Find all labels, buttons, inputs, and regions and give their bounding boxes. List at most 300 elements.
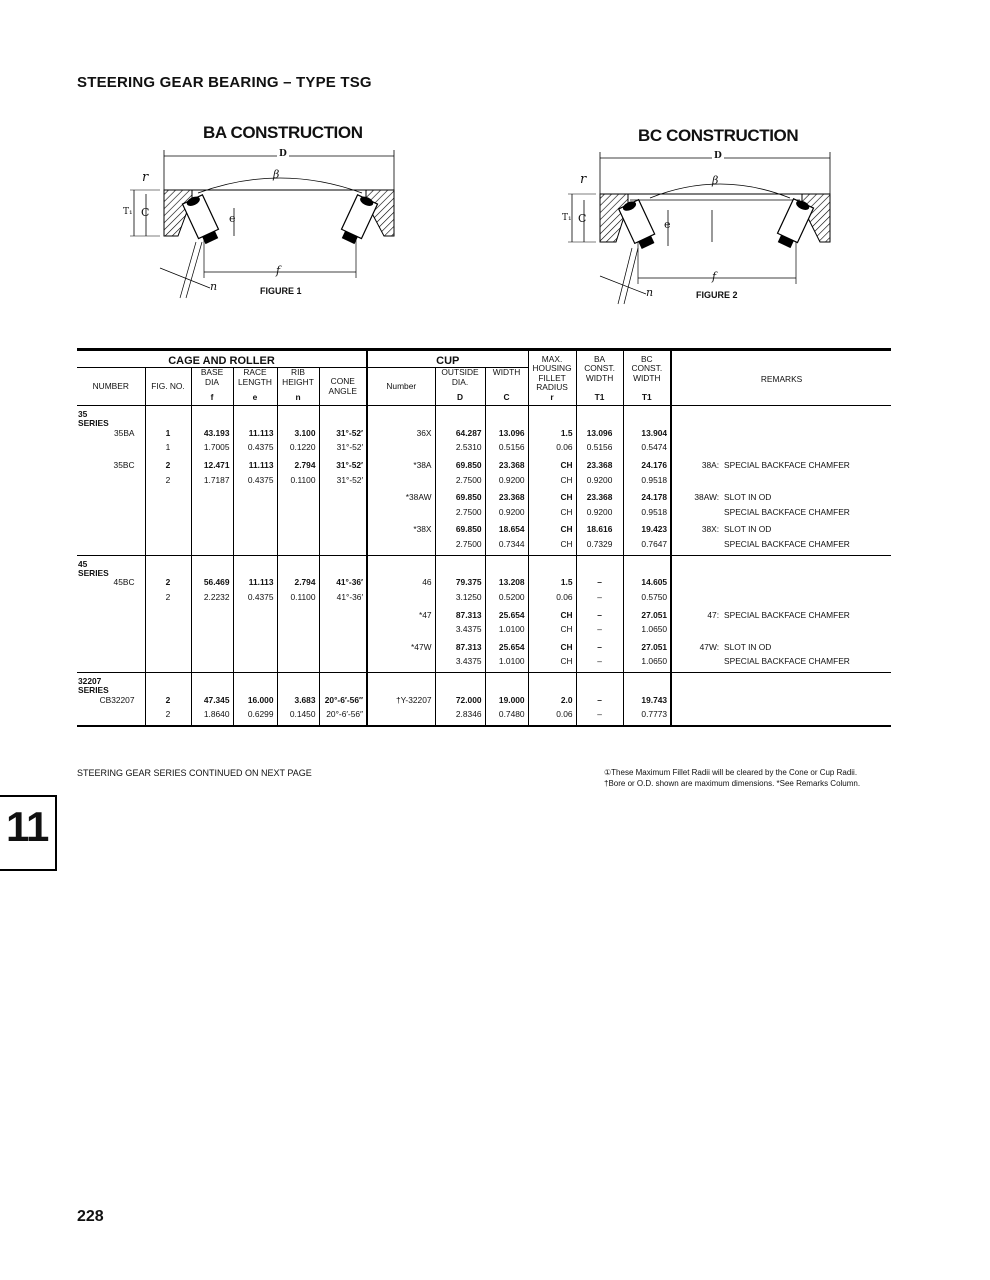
cell-C: 13.208	[485, 578, 528, 593]
empty-cell	[671, 672, 891, 695]
cell-bc: 19.743	[623, 696, 671, 711]
cell-num	[77, 657, 145, 672]
cell-cup	[367, 476, 435, 491]
empty-cell	[623, 406, 671, 429]
cell-num: 45BC	[113, 577, 135, 588]
cell-cup	[367, 625, 435, 640]
cell-remarks	[671, 522, 891, 540]
cell-ba: –	[576, 710, 623, 726]
cell-r: CH	[528, 608, 576, 626]
cell-ang	[319, 608, 367, 626]
footer-note-fillet: ①These Maximum Fillet Radii will be cleared by the Cone or Cup Radii.	[604, 768, 858, 777]
cell-r: CH	[528, 540, 576, 555]
cell-r: CH	[528, 458, 576, 476]
cell-num	[77, 476, 145, 491]
header-number: NUMBER	[77, 368, 145, 406]
cell-n	[277, 640, 319, 658]
empty-cell	[623, 555, 671, 578]
empty-cell	[528, 555, 576, 578]
cell-D: 69.850	[435, 522, 485, 540]
symbol-t1-bc: T1	[623, 393, 671, 406]
cell-ba: –	[576, 578, 623, 593]
remark-text: SLOT IN OD	[724, 524, 772, 535]
cell-remarks	[671, 696, 891, 711]
remark-text: SLOT IN OD	[724, 492, 772, 503]
cell-C: 0.5200	[485, 593, 528, 608]
cell-fig: 1	[145, 429, 191, 444]
header-cage-roller: CAGE AND ROLLER	[77, 350, 367, 368]
footer-continued-note: STEERING GEAR SERIES CONTINUED ON NEXT PAGE	[77, 768, 312, 778]
cell-ba: 0.7329	[576, 540, 623, 555]
empty-cell	[233, 406, 277, 429]
series-label	[77, 555, 145, 578]
cell-fig	[145, 490, 191, 508]
cell-ba: –	[576, 608, 623, 626]
cell-ba: 0.5156	[576, 443, 623, 458]
cell-D: 2.5310	[435, 443, 485, 458]
cell-fig: 2	[145, 696, 191, 711]
series-word: SERIES	[78, 568, 109, 578]
cell-e: 16.000	[233, 696, 277, 711]
cell-remarks	[671, 710, 891, 726]
header-remarks: REMARKS	[671, 350, 891, 406]
dim-t1-label: T₁	[123, 207, 133, 217]
cell-n: 0.1450	[277, 710, 319, 726]
cell-num	[77, 540, 145, 555]
cell-f: 43.193	[191, 429, 233, 444]
empty-cell	[576, 672, 623, 695]
symbol-t1-ba: T1	[576, 393, 623, 406]
dim-n-label: n	[210, 280, 218, 293]
cell-e	[233, 608, 277, 626]
series-word: SERIES	[78, 685, 109, 696]
empty-cell	[191, 406, 233, 429]
cell-e: 0.4375	[233, 476, 277, 491]
dim-e-label: e	[229, 212, 236, 225]
cell-ba: 23.368	[576, 490, 623, 508]
cell-r: CH	[528, 522, 576, 540]
header-cone-angle: CONE ANGLE	[319, 368, 367, 406]
cell-C: 13.096	[485, 429, 528, 444]
empty-cell	[277, 672, 319, 695]
series-label	[77, 406, 145, 429]
empty-cell	[233, 672, 277, 695]
header-cup: CUP	[367, 350, 528, 368]
cell-D: 87.313	[435, 608, 485, 626]
header-ba-width: BA CONST. WIDTH	[576, 350, 623, 393]
bc-bearing-drawing	[560, 118, 860, 308]
cell-bc: 0.7773	[623, 710, 671, 726]
cell-ang: 41°-36′	[319, 578, 367, 593]
header-bc-width: BC CONST. WIDTH	[623, 350, 671, 393]
table-row	[77, 578, 891, 593]
figure-1-caption: FIGURE 1	[260, 286, 302, 296]
cell-e	[233, 540, 277, 555]
cell-D: 2.7500	[435, 476, 485, 491]
page-number: 228	[77, 1208, 104, 1225]
cell-n	[277, 608, 319, 626]
empty-cell	[319, 406, 367, 429]
cell-f	[191, 540, 233, 555]
cell-C: 25.654	[485, 640, 528, 658]
cell-n: 0.1220	[277, 443, 319, 458]
empty-cell	[485, 555, 528, 578]
cell-bc: 13.904	[623, 429, 671, 444]
cell-n	[277, 490, 319, 508]
cell-fig	[145, 657, 191, 672]
empty-cell	[435, 555, 485, 578]
table-row	[77, 640, 891, 658]
cell-r: 0.06	[528, 710, 576, 726]
cell-fig	[145, 522, 191, 540]
cell-e	[233, 657, 277, 672]
cell-D: 3.4375	[435, 625, 485, 640]
cell-f	[191, 608, 233, 626]
header-width: WIDTH	[485, 368, 528, 393]
cell-ba: –	[576, 657, 623, 672]
cell-D: 3.1250	[435, 593, 485, 608]
table-row	[77, 508, 891, 523]
empty-cell	[671, 406, 891, 429]
table-row	[77, 476, 891, 491]
cell-D: 72.000	[435, 696, 485, 711]
page-title: STEERING GEAR BEARING – TYPE TSG	[77, 74, 372, 91]
cell-e: 0.4375	[233, 593, 277, 608]
cell-fig: 2	[145, 593, 191, 608]
empty-cell	[367, 672, 435, 695]
cell-D: 2.8346	[435, 710, 485, 726]
cell-cup: *47	[367, 608, 435, 626]
remark-text: SPECIAL BACKFACE CHAMFER	[724, 656, 850, 667]
cell-C: 0.7344	[485, 540, 528, 555]
footer-notes	[604, 768, 860, 790]
cell-n: 3.683	[277, 696, 319, 711]
cell-cup	[367, 710, 435, 726]
cell-fig: 2	[145, 458, 191, 476]
series-code: 45	[78, 558, 88, 569]
cell-f: 1.7187	[191, 476, 233, 491]
empty-cell	[435, 406, 485, 429]
table-row	[77, 429, 891, 444]
cell-n	[277, 522, 319, 540]
cell-e	[233, 640, 277, 658]
table-row	[77, 443, 891, 458]
cell-cup: *38AW	[367, 490, 435, 508]
cell-fig	[145, 608, 191, 626]
cell-n	[277, 540, 319, 555]
cell-f	[191, 490, 233, 508]
cell-ang: 31°-52′	[319, 458, 367, 476]
cell-remarks	[671, 540, 891, 555]
cell-bc: 0.9518	[623, 508, 671, 523]
empty-cell	[623, 672, 671, 695]
cell-ang: 31°-52′	[319, 429, 367, 444]
cell-bc: 0.9518	[623, 476, 671, 491]
empty-cell	[576, 555, 623, 578]
cell-cup	[367, 443, 435, 458]
cell-bc: 27.051	[623, 608, 671, 626]
cell-n: 0.1100	[277, 593, 319, 608]
table-row	[77, 625, 891, 640]
cell-cup	[367, 508, 435, 523]
figure-ba-title: BA CONSTRUCTION	[203, 123, 363, 142]
cell-e	[233, 625, 277, 640]
cell-C: 0.7480	[485, 710, 528, 726]
cell-f	[191, 522, 233, 540]
cell-num: 35BA	[114, 427, 135, 438]
cell-cup	[367, 540, 435, 555]
cell-remarks	[671, 593, 891, 608]
cell-num	[77, 443, 145, 458]
remark-text: SPECIAL BACKFACE CHAMFER	[724, 506, 850, 517]
ba-bearing-drawing	[120, 118, 420, 308]
cell-r: CH	[528, 625, 576, 640]
empty-cell	[485, 672, 528, 695]
empty-cell	[319, 672, 367, 695]
dim-r-label: r	[142, 170, 149, 185]
cell-n	[277, 625, 319, 640]
empty-cell	[576, 406, 623, 429]
cell-fig: 2	[145, 710, 191, 726]
cell-cup: *38X	[367, 522, 435, 540]
table-row	[77, 490, 891, 508]
dim-beta-label: β	[712, 174, 719, 187]
cell-e: 11.113	[233, 458, 277, 476]
empty-cell	[528, 672, 576, 695]
cell-remarks	[671, 625, 891, 640]
symbol-r: r	[528, 393, 576, 406]
cell-ba: –	[576, 593, 623, 608]
cell-ang	[319, 625, 367, 640]
table-row	[77, 458, 891, 476]
series-word: SERIES	[78, 418, 109, 429]
cell-num	[77, 593, 145, 608]
empty-cell	[435, 672, 485, 695]
series-code: 35	[78, 409, 88, 420]
cell-bc: 14.605	[623, 578, 671, 593]
cell-bc: 27.051	[623, 640, 671, 658]
cell-remarks	[671, 490, 891, 508]
cell-ang: 20°-6′-56″	[319, 710, 367, 726]
header-outside-dia: OUTSIDE DIA.	[435, 368, 485, 393]
cell-ba: 0.9200	[576, 508, 623, 523]
cell-cup: 46	[367, 578, 435, 593]
header-race-length: RACE LENGTH	[233, 368, 277, 393]
table-row	[77, 593, 891, 608]
cell-num: CB32207	[99, 694, 135, 705]
table-row	[77, 710, 891, 726]
cell-r: CH	[528, 508, 576, 523]
header-cup-number: Number	[367, 368, 435, 406]
spec-table	[77, 348, 891, 727]
remark-key: 47W:	[699, 641, 720, 652]
cell-fig	[145, 508, 191, 523]
cell-D: 2.7500	[435, 540, 485, 555]
table-row	[77, 696, 891, 711]
cell-remarks	[671, 508, 891, 523]
symbol-e: e	[233, 393, 277, 406]
cell-num: 35BC	[113, 460, 135, 471]
dim-e-label: e	[664, 218, 671, 231]
cell-ang	[319, 522, 367, 540]
cell-f	[191, 657, 233, 672]
series-code: 32207	[78, 675, 102, 686]
cell-C: 0.5156	[485, 443, 528, 458]
cell-f: 56.469	[191, 578, 233, 593]
cell-r: 2.0	[528, 696, 576, 711]
cell-bc: 0.7647	[623, 540, 671, 555]
cell-cup: 36X	[367, 429, 435, 444]
figure-bc-title: BC CONSTRUCTION	[638, 126, 799, 145]
cell-e	[233, 508, 277, 523]
cell-f: 1.7005	[191, 443, 233, 458]
cell-e	[233, 522, 277, 540]
cell-remarks	[671, 476, 891, 491]
symbol-f: f	[191, 393, 233, 406]
dim-d-label: D	[714, 151, 722, 161]
cell-r: CH	[528, 657, 576, 672]
empty-cell	[367, 555, 435, 578]
cell-ang: 20°-6′-56″	[319, 696, 367, 711]
cell-remarks	[671, 458, 891, 476]
cell-D: 69.850	[435, 490, 485, 508]
empty-cell	[145, 555, 191, 578]
header-base-dia: BASE DIA	[191, 368, 233, 393]
cell-ang	[319, 508, 367, 523]
cell-r: CH	[528, 640, 576, 658]
cell-f	[191, 640, 233, 658]
cell-ba: –	[576, 696, 623, 711]
cell-bc: 0.5474	[623, 443, 671, 458]
cell-D: 69.850	[435, 458, 485, 476]
empty-cell	[671, 555, 891, 578]
dim-r-label: r	[580, 172, 587, 187]
dim-f-label: f	[712, 270, 717, 283]
dim-beta-label: β	[273, 168, 280, 181]
cell-num	[77, 608, 145, 626]
cell-D: 87.313	[435, 640, 485, 658]
remark-text: SPECIAL BACKFACE CHAMFER	[724, 539, 850, 549]
remark-key: 38X:	[701, 524, 720, 535]
header-max-fillet: MAX. HOUSING FILLET RADIUS	[528, 350, 576, 393]
empty-cell	[367, 406, 435, 429]
cell-bc: 1.0650	[623, 625, 671, 640]
cell-C: 25.654	[485, 608, 528, 626]
symbol-c: C	[485, 393, 528, 406]
cell-e: 11.113	[233, 429, 277, 444]
cell-ang	[319, 640, 367, 658]
cell-D: 64.287	[435, 429, 485, 444]
remark-text: SPECIAL BACKFACE CHAMFER	[724, 460, 850, 471]
cell-f: 1.8640	[191, 710, 233, 726]
chapter-number: 11	[6, 803, 49, 850]
cell-f: 2.2232	[191, 593, 233, 608]
remark-text: SPECIAL BACKFACE CHAMFER	[724, 609, 850, 620]
cell-bc: 19.423	[623, 522, 671, 540]
cell-e: 0.6299	[233, 710, 277, 726]
cell-num	[77, 625, 145, 640]
cell-bc: 1.0650	[623, 657, 671, 672]
table-row	[77, 657, 891, 672]
cell-remarks	[671, 657, 891, 672]
cell-C: 1.0100	[485, 625, 528, 640]
cell-num	[77, 490, 145, 508]
footer-note-bore: †Bore or O.D. shown are maximum dimensions. *See Remarks Column.	[604, 778, 861, 788]
empty-cell	[485, 406, 528, 429]
empty-cell	[145, 672, 191, 695]
cell-ang: 31°-52′	[319, 476, 367, 491]
cell-r: CH	[528, 476, 576, 491]
cell-ba: –	[576, 625, 623, 640]
cell-fig: 2	[145, 476, 191, 491]
series-row	[77, 672, 891, 695]
remark-key: 38AW:	[694, 492, 720, 503]
empty-cell	[528, 406, 576, 429]
cell-fig: 2	[145, 578, 191, 593]
cell-ang	[319, 540, 367, 555]
empty-cell	[277, 406, 319, 429]
empty-cell	[191, 555, 233, 578]
symbol-n: n	[277, 393, 319, 406]
cell-ba: 13.096	[576, 429, 623, 444]
cell-num	[77, 710, 145, 726]
chapter-tab	[0, 795, 57, 871]
cell-C: 23.368	[485, 458, 528, 476]
cell-n	[277, 508, 319, 523]
cell-e: 11.113	[233, 578, 277, 593]
cell-C: 0.9200	[485, 508, 528, 523]
dim-d-label: D	[279, 149, 287, 159]
cell-r: CH	[528, 490, 576, 508]
cell-bc: 0.5750	[623, 593, 671, 608]
cell-fig	[145, 540, 191, 555]
cell-fig: 1	[145, 443, 191, 458]
cell-r: 0.06	[528, 443, 576, 458]
cell-cup	[367, 593, 435, 608]
cell-num	[77, 640, 145, 658]
cell-n: 3.100	[277, 429, 319, 444]
series-row	[77, 406, 891, 429]
cell-r: 0.06	[528, 593, 576, 608]
dim-n-label: n	[646, 286, 654, 299]
series-label	[77, 672, 145, 695]
remark-key: 38A:	[701, 460, 720, 471]
dim-f-label: f	[276, 264, 281, 277]
cell-remarks	[671, 443, 891, 458]
dim-c-label: C	[141, 206, 150, 219]
cell-num	[77, 508, 145, 523]
cell-e	[233, 490, 277, 508]
cell-C: 1.0100	[485, 657, 528, 672]
remark-key: 47:	[707, 609, 720, 620]
cell-D: 2.7500	[435, 508, 485, 523]
cell-cup: †Y-32207	[367, 696, 435, 711]
cell-n: 2.794	[277, 458, 319, 476]
cell-C: 23.368	[485, 490, 528, 508]
cell-n: 2.794	[277, 578, 319, 593]
table-row	[77, 522, 891, 540]
empty-cell	[319, 555, 367, 578]
cell-n: 0.1100	[277, 476, 319, 491]
cell-e: 0.4375	[233, 443, 277, 458]
cell-r: 1.5	[528, 429, 576, 444]
symbol-d: D	[435, 393, 485, 406]
cell-cup: *47W	[367, 640, 435, 658]
table-row	[77, 540, 891, 555]
cell-remarks	[671, 640, 891, 658]
cell-D: 3.4375	[435, 657, 485, 672]
cell-ba: 0.9200	[576, 476, 623, 491]
